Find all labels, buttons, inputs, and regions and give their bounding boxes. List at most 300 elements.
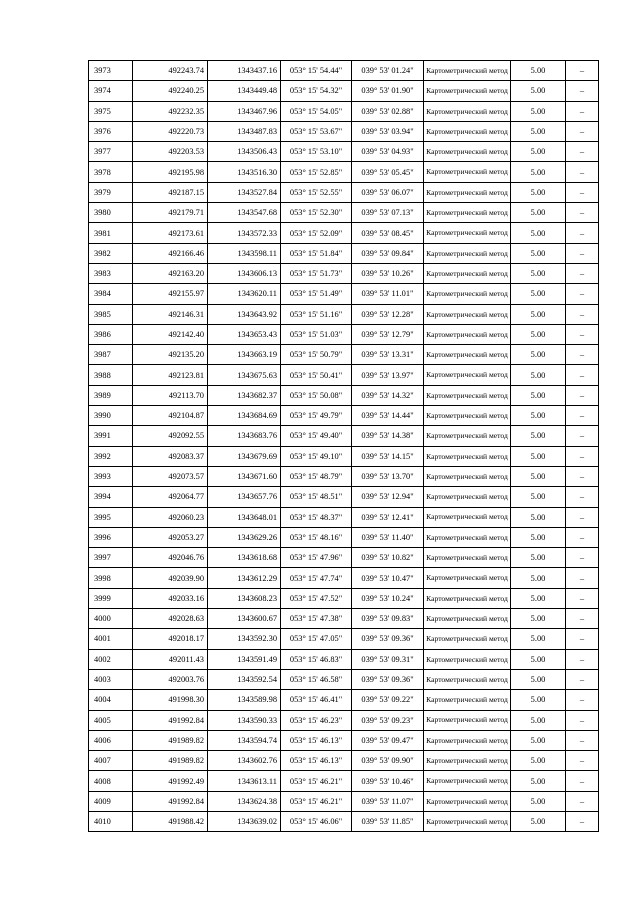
accuracy-cell: 5.00	[511, 771, 566, 791]
table-row	[89, 426, 599, 446]
y-coordinate-cell: 1343675.63	[208, 365, 281, 385]
y-coordinate-cell: 1343487.83	[208, 121, 281, 141]
accuracy-cell: 5.00	[511, 324, 566, 344]
method-cell: Картометрический метод	[424, 304, 511, 324]
accuracy-cell: 5.00	[511, 345, 566, 365]
point-number-cell: 3986	[89, 324, 133, 344]
note-cell: –	[566, 811, 599, 831]
accuracy-cell: 5.00	[511, 527, 566, 547]
table-row	[89, 406, 599, 426]
method-cell: Картометрический метод	[424, 81, 511, 101]
note-cell: –	[566, 588, 599, 608]
table-row	[89, 81, 599, 101]
point-number-cell: 3999	[89, 588, 133, 608]
latitude-cell: 053° 15' 47.52"	[281, 588, 352, 608]
y-coordinate-cell: 1343620.11	[208, 284, 281, 304]
point-number-cell: 3994	[89, 487, 133, 507]
accuracy-cell: 5.00	[511, 710, 566, 730]
table-row	[89, 121, 599, 141]
longitude-cell: 039° 53' 05.45"	[352, 162, 424, 182]
method-cell: Картометрический метод	[424, 568, 511, 588]
accuracy-cell: 5.00	[511, 61, 566, 81]
y-coordinate-cell: 1343527.84	[208, 182, 281, 202]
accuracy-cell: 5.00	[511, 304, 566, 324]
longitude-cell: 039° 53' 12.94"	[352, 487, 424, 507]
note-cell: –	[566, 101, 599, 121]
accuracy-cell: 5.00	[511, 263, 566, 283]
latitude-cell: 053° 15' 50.79"	[281, 345, 352, 365]
note-cell: –	[566, 507, 599, 527]
table-row	[89, 466, 599, 486]
note-cell: –	[566, 243, 599, 263]
latitude-cell: 053° 15' 54.32"	[281, 81, 352, 101]
accuracy-cell: 5.00	[511, 101, 566, 121]
method-cell: Картометрический метод	[424, 751, 511, 771]
table-row	[89, 710, 599, 730]
point-number-cell: 3990	[89, 406, 133, 426]
latitude-cell: 053° 15' 51.49"	[281, 284, 352, 304]
accuracy-cell: 5.00	[511, 507, 566, 527]
latitude-cell: 053° 15' 48.16"	[281, 527, 352, 547]
accuracy-cell: 5.00	[511, 284, 566, 304]
y-coordinate-cell: 1343629.26	[208, 527, 281, 547]
x-coordinate-cell: 492033.16	[133, 588, 208, 608]
method-cell: Картометрический метод	[424, 588, 511, 608]
x-coordinate-cell: 492011.43	[133, 649, 208, 669]
x-coordinate-cell: 492064.77	[133, 487, 208, 507]
method-cell: Картометрический метод	[424, 690, 511, 710]
x-coordinate-cell: 492003.76	[133, 669, 208, 689]
note-cell: –	[566, 466, 599, 486]
longitude-cell: 039° 53' 10.47"	[352, 568, 424, 588]
y-coordinate-cell: 1343612.29	[208, 568, 281, 588]
accuracy-cell: 5.00	[511, 182, 566, 202]
x-coordinate-cell: 492028.63	[133, 609, 208, 629]
coordinates-document	[88, 60, 598, 832]
point-number-cell: 4003	[89, 669, 133, 689]
y-coordinate-cell: 1343516.30	[208, 162, 281, 182]
y-coordinate-cell: 1343506.43	[208, 142, 281, 162]
accuracy-cell: 5.00	[511, 690, 566, 710]
note-cell: –	[566, 527, 599, 547]
table-row	[89, 284, 599, 304]
longitude-cell: 039° 53' 11.85"	[352, 811, 424, 831]
y-coordinate-cell: 1343657.76	[208, 487, 281, 507]
method-cell: Картометрический метод	[424, 61, 511, 81]
latitude-cell: 053° 15' 46.58"	[281, 669, 352, 689]
table-row	[89, 588, 599, 608]
accuracy-cell: 5.00	[511, 385, 566, 405]
y-coordinate-cell: 1343653.43	[208, 324, 281, 344]
method-cell: Картометрический метод	[424, 629, 511, 649]
accuracy-cell: 5.00	[511, 406, 566, 426]
x-coordinate-cell: 492146.31	[133, 304, 208, 324]
latitude-cell: 053° 15' 52.09"	[281, 223, 352, 243]
note-cell: –	[566, 81, 599, 101]
note-cell: –	[566, 385, 599, 405]
point-number-cell: 4000	[89, 609, 133, 629]
longitude-cell: 039° 53' 09.22"	[352, 690, 424, 710]
method-cell: Картометрический метод	[424, 284, 511, 304]
longitude-cell: 039° 53' 14.38"	[352, 426, 424, 446]
x-coordinate-cell: 492240.25	[133, 81, 208, 101]
y-coordinate-cell: 1343602.76	[208, 751, 281, 771]
x-coordinate-cell: 492232.35	[133, 101, 208, 121]
method-cell: Картометрический метод	[424, 263, 511, 283]
longitude-cell: 039° 53' 11.07"	[352, 791, 424, 811]
point-number-cell: 3978	[89, 162, 133, 182]
table-row	[89, 669, 599, 689]
method-cell: Картометрический метод	[424, 811, 511, 831]
note-cell: –	[566, 284, 599, 304]
accuracy-cell: 5.00	[511, 81, 566, 101]
table-row	[89, 507, 599, 527]
accuracy-cell: 5.00	[511, 588, 566, 608]
latitude-cell: 053° 15' 47.96"	[281, 548, 352, 568]
longitude-cell: 039° 53' 13.70"	[352, 466, 424, 486]
y-coordinate-cell: 1343600.67	[208, 609, 281, 629]
longitude-cell: 039° 53' 11.01"	[352, 284, 424, 304]
method-cell: Картометрический метод	[424, 771, 511, 791]
method-cell: Картометрический метод	[424, 121, 511, 141]
latitude-cell: 053° 15' 52.55"	[281, 182, 352, 202]
x-coordinate-cell: 492166.46	[133, 243, 208, 263]
note-cell: –	[566, 710, 599, 730]
accuracy-cell: 5.00	[511, 487, 566, 507]
table-row	[89, 649, 599, 669]
latitude-cell: 053° 15' 47.74"	[281, 568, 352, 588]
point-number-cell: 3980	[89, 203, 133, 223]
latitude-cell: 053° 15' 49.79"	[281, 406, 352, 426]
x-coordinate-cell: 492179.71	[133, 203, 208, 223]
y-coordinate-cell: 1343608.23	[208, 588, 281, 608]
note-cell: –	[566, 182, 599, 202]
longitude-cell: 039° 53' 01.90"	[352, 81, 424, 101]
point-number-cell: 3988	[89, 365, 133, 385]
table-row	[89, 203, 599, 223]
table-row	[89, 162, 599, 182]
longitude-cell: 039° 53' 10.26"	[352, 263, 424, 283]
note-cell: –	[566, 730, 599, 750]
table-row	[89, 61, 599, 81]
table-row	[89, 811, 599, 831]
note-cell: –	[566, 162, 599, 182]
y-coordinate-cell: 1343592.30	[208, 629, 281, 649]
method-cell: Картометрический метод	[424, 649, 511, 669]
table-row	[89, 101, 599, 121]
point-number-cell: 3997	[89, 548, 133, 568]
note-cell: –	[566, 223, 599, 243]
x-coordinate-cell: 492135.20	[133, 345, 208, 365]
accuracy-cell: 5.00	[511, 811, 566, 831]
accuracy-cell: 5.00	[511, 142, 566, 162]
point-number-cell: 3996	[89, 527, 133, 547]
longitude-cell: 039° 53' 11.40"	[352, 527, 424, 547]
longitude-cell: 039° 53' 10.24"	[352, 588, 424, 608]
latitude-cell: 053° 15' 51.73"	[281, 263, 352, 283]
accuracy-cell: 5.00	[511, 548, 566, 568]
method-cell: Картометрический метод	[424, 791, 511, 811]
table-row	[89, 487, 599, 507]
note-cell: –	[566, 487, 599, 507]
point-number-cell: 3992	[89, 446, 133, 466]
note-cell: –	[566, 609, 599, 629]
x-coordinate-cell: 491989.82	[133, 751, 208, 771]
longitude-cell: 039° 53' 09.36"	[352, 669, 424, 689]
method-cell: Картометрический метод	[424, 548, 511, 568]
note-cell: –	[566, 406, 599, 426]
longitude-cell: 039° 53' 13.97"	[352, 365, 424, 385]
note-cell: –	[566, 690, 599, 710]
method-cell: Картометрический метод	[424, 162, 511, 182]
point-number-cell: 4008	[89, 771, 133, 791]
method-cell: Картометрический метод	[424, 487, 511, 507]
point-number-cell: 3973	[89, 61, 133, 81]
method-cell: Картометрический метод	[424, 203, 511, 223]
latitude-cell: 053° 15' 50.08"	[281, 385, 352, 405]
longitude-cell: 039° 53' 09.83"	[352, 609, 424, 629]
point-number-cell: 4007	[89, 751, 133, 771]
latitude-cell: 053° 15' 51.03"	[281, 324, 352, 344]
point-number-cell: 4005	[89, 710, 133, 730]
table-row	[89, 263, 599, 283]
method-cell: Картометрический метод	[424, 385, 511, 405]
point-number-cell: 3991	[89, 426, 133, 446]
note-cell: –	[566, 548, 599, 568]
x-coordinate-cell: 491992.84	[133, 791, 208, 811]
table-row	[89, 527, 599, 547]
x-coordinate-cell: 492083.37	[133, 446, 208, 466]
x-coordinate-cell: 492220.73	[133, 121, 208, 141]
latitude-cell: 053° 15' 51.84"	[281, 243, 352, 263]
y-coordinate-cell: 1343598.11	[208, 243, 281, 263]
longitude-cell: 039° 53' 09.90"	[352, 751, 424, 771]
method-cell: Картометрический метод	[424, 426, 511, 446]
table-row	[89, 568, 599, 588]
note-cell: –	[566, 791, 599, 811]
y-coordinate-cell: 1343467.96	[208, 101, 281, 121]
y-coordinate-cell: 1343594.74	[208, 730, 281, 750]
longitude-cell: 039° 53' 09.31"	[352, 649, 424, 669]
latitude-cell: 053° 15' 46.06"	[281, 811, 352, 831]
point-number-cell: 3979	[89, 182, 133, 202]
point-number-cell: 4002	[89, 649, 133, 669]
y-coordinate-cell: 1343648.01	[208, 507, 281, 527]
point-number-cell: 3995	[89, 507, 133, 527]
method-cell: Картометрический метод	[424, 101, 511, 121]
accuracy-cell: 5.00	[511, 568, 566, 588]
x-coordinate-cell: 491992.84	[133, 710, 208, 730]
accuracy-cell: 5.00	[511, 629, 566, 649]
y-coordinate-cell: 1343671.60	[208, 466, 281, 486]
table-row	[89, 548, 599, 568]
method-cell: Картометрический метод	[424, 730, 511, 750]
x-coordinate-cell: 491998.30	[133, 690, 208, 710]
method-cell: Картометрический метод	[424, 669, 511, 689]
point-number-cell: 4010	[89, 811, 133, 831]
y-coordinate-cell: 1343679.69	[208, 446, 281, 466]
method-cell: Картометрический метод	[424, 609, 511, 629]
y-coordinate-cell: 1343592.54	[208, 669, 281, 689]
latitude-cell: 053° 15' 46.13"	[281, 730, 352, 750]
point-number-cell: 3975	[89, 101, 133, 121]
accuracy-cell: 5.00	[511, 730, 566, 750]
x-coordinate-cell: 492155.97	[133, 284, 208, 304]
note-cell: –	[566, 61, 599, 81]
longitude-cell: 039° 53' 08.45"	[352, 223, 424, 243]
point-number-cell: 3982	[89, 243, 133, 263]
x-coordinate-cell: 492092.55	[133, 426, 208, 446]
y-coordinate-cell: 1343684.69	[208, 406, 281, 426]
point-number-cell: 4009	[89, 791, 133, 811]
x-coordinate-cell: 492073.57	[133, 466, 208, 486]
longitude-cell: 039° 53' 07.13"	[352, 203, 424, 223]
table-row	[89, 345, 599, 365]
longitude-cell: 039° 53' 14.32"	[352, 385, 424, 405]
x-coordinate-cell: 491992.49	[133, 771, 208, 791]
accuracy-cell: 5.00	[511, 609, 566, 629]
point-number-cell: 3987	[89, 345, 133, 365]
latitude-cell: 053° 15' 46.41"	[281, 690, 352, 710]
method-cell: Картометрический метод	[424, 243, 511, 263]
point-number-cell: 4004	[89, 690, 133, 710]
method-cell: Картометрический метод	[424, 182, 511, 202]
table-row	[89, 629, 599, 649]
y-coordinate-cell: 1343547.68	[208, 203, 281, 223]
note-cell: –	[566, 568, 599, 588]
point-number-cell: 4001	[89, 629, 133, 649]
y-coordinate-cell: 1343618.68	[208, 548, 281, 568]
table-row	[89, 771, 599, 791]
longitude-cell: 039° 53' 01.24"	[352, 61, 424, 81]
x-coordinate-cell: 492243.74	[133, 61, 208, 81]
x-coordinate-cell: 492163.20	[133, 263, 208, 283]
point-number-cell: 4006	[89, 730, 133, 750]
point-number-cell: 3981	[89, 223, 133, 243]
latitude-cell: 053° 15' 48.79"	[281, 466, 352, 486]
table-row	[89, 446, 599, 466]
point-number-cell: 3998	[89, 568, 133, 588]
y-coordinate-cell: 1343639.02	[208, 811, 281, 831]
method-cell: Картометрический метод	[424, 324, 511, 344]
accuracy-cell: 5.00	[511, 426, 566, 446]
latitude-cell: 053° 15' 50.41"	[281, 365, 352, 385]
latitude-cell: 053° 15' 53.10"	[281, 142, 352, 162]
y-coordinate-cell: 1343624.38	[208, 791, 281, 811]
y-coordinate-cell: 1343663.19	[208, 345, 281, 365]
x-coordinate-cell: 492104.87	[133, 406, 208, 426]
y-coordinate-cell: 1343590.33	[208, 710, 281, 730]
note-cell: –	[566, 304, 599, 324]
longitude-cell: 039° 53' 09.36"	[352, 629, 424, 649]
table-row	[89, 791, 599, 811]
y-coordinate-cell: 1343572.33	[208, 223, 281, 243]
x-coordinate-cell: 492187.15	[133, 182, 208, 202]
latitude-cell: 053° 15' 48.37"	[281, 507, 352, 527]
latitude-cell: 053° 15' 46.21"	[281, 771, 352, 791]
method-cell: Картометрический метод	[424, 365, 511, 385]
longitude-cell: 039° 53' 12.79"	[352, 324, 424, 344]
latitude-cell: 053° 15' 54.05"	[281, 101, 352, 121]
note-cell: –	[566, 446, 599, 466]
accuracy-cell: 5.00	[511, 162, 566, 182]
latitude-cell: 053° 15' 48.51"	[281, 487, 352, 507]
note-cell: –	[566, 263, 599, 283]
note-cell: –	[566, 629, 599, 649]
table-row	[89, 223, 599, 243]
accuracy-cell: 5.00	[511, 446, 566, 466]
method-cell: Картометрический метод	[424, 142, 511, 162]
x-coordinate-cell: 492018.17	[133, 629, 208, 649]
y-coordinate-cell: 1343437.16	[208, 61, 281, 81]
latitude-cell: 053° 15' 46.21"	[281, 791, 352, 811]
longitude-cell: 039° 53' 09.47"	[352, 730, 424, 750]
accuracy-cell: 5.00	[511, 751, 566, 771]
note-cell: –	[566, 649, 599, 669]
table-row	[89, 243, 599, 263]
latitude-cell: 053° 15' 52.30"	[281, 203, 352, 223]
point-number-cell: 3983	[89, 263, 133, 283]
note-cell: –	[566, 345, 599, 365]
table-row	[89, 365, 599, 385]
method-cell: Картометрический метод	[424, 527, 511, 547]
y-coordinate-cell: 1343682.37	[208, 385, 281, 405]
longitude-cell: 039° 53' 12.41"	[352, 507, 424, 527]
longitude-cell: 039° 53' 12.28"	[352, 304, 424, 324]
y-coordinate-cell: 1343449.48	[208, 81, 281, 101]
note-cell: –	[566, 142, 599, 162]
latitude-cell: 053° 15' 54.44"	[281, 61, 352, 81]
method-cell: Картометрический метод	[424, 507, 511, 527]
method-cell: Картометрический метод	[424, 406, 511, 426]
y-coordinate-cell: 1343589.98	[208, 690, 281, 710]
note-cell: –	[566, 771, 599, 791]
point-number-cell: 3977	[89, 142, 133, 162]
x-coordinate-cell: 492113.70	[133, 385, 208, 405]
x-coordinate-cell: 491989.82	[133, 730, 208, 750]
x-coordinate-cell: 492173.61	[133, 223, 208, 243]
point-number-cell: 3985	[89, 304, 133, 324]
coordinates-table	[88, 60, 599, 832]
y-coordinate-cell: 1343683.76	[208, 426, 281, 446]
latitude-cell: 053° 15' 52.85"	[281, 162, 352, 182]
table-row	[89, 324, 599, 344]
table-row	[89, 751, 599, 771]
latitude-cell: 053° 15' 46.83"	[281, 649, 352, 669]
latitude-cell: 053° 15' 53.67"	[281, 121, 352, 141]
x-coordinate-cell: 492123.81	[133, 365, 208, 385]
longitude-cell: 039° 53' 09.23"	[352, 710, 424, 730]
accuracy-cell: 5.00	[511, 243, 566, 263]
accuracy-cell: 5.00	[511, 223, 566, 243]
table-row	[89, 385, 599, 405]
point-number-cell: 3989	[89, 385, 133, 405]
latitude-cell: 053° 15' 47.05"	[281, 629, 352, 649]
longitude-cell: 039° 53' 10.46"	[352, 771, 424, 791]
latitude-cell: 053° 15' 46.13"	[281, 751, 352, 771]
note-cell: –	[566, 121, 599, 141]
accuracy-cell: 5.00	[511, 203, 566, 223]
y-coordinate-cell: 1343606.13	[208, 263, 281, 283]
longitude-cell: 039° 53' 02.88"	[352, 101, 424, 121]
point-number-cell: 3974	[89, 81, 133, 101]
accuracy-cell: 5.00	[511, 669, 566, 689]
longitude-cell: 039° 53' 13.31"	[352, 345, 424, 365]
latitude-cell: 053° 15' 51.16"	[281, 304, 352, 324]
point-number-cell: 3984	[89, 284, 133, 304]
accuracy-cell: 5.00	[511, 121, 566, 141]
table-row	[89, 690, 599, 710]
